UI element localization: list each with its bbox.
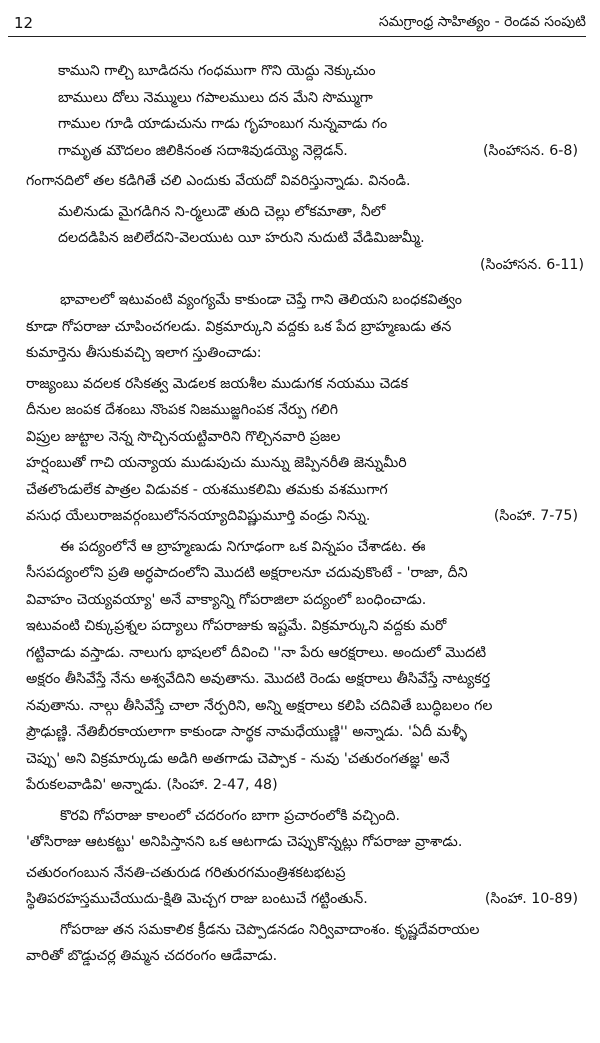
paragraph-line: వివాహం చెయ్యవయ్యా' అనే వాక్యాన్ని గోపరాజిలా పద్యంలో బంధించాడు. bbox=[26, 591, 427, 608]
verse-citation: (సింహాసన. 6-11) bbox=[479, 256, 584, 273]
verse-line: దలదడిపిన జలిలేదని-వెలయుట యీ హరుని నుదుటి వేడిమిజుమ్మీ. bbox=[58, 230, 425, 246]
verse-block-4 bbox=[26, 860, 584, 913]
paragraph-line: ఇటువంటి చిక్కుప్రశ్నల పద్యాలు గోపరాజుకు ఇష్టమే. విక్రమార్కుని వద్దకు మరో bbox=[26, 618, 447, 634]
verse-line-with-citation bbox=[26, 886, 584, 913]
verse-block-1 bbox=[26, 58, 584, 164]
verse-citation: (సింహా. 7-75) bbox=[493, 508, 578, 524]
paragraph-block-1 bbox=[26, 287, 584, 367]
paragraph-line: కుమార్తెను తీసుకువచ్చి ఇలాగ స్తుతించాడు: bbox=[26, 345, 262, 361]
paragraph-line: గట్టివాడు వస్తాడు. నాలుగు భాషలలో దీవించి ''నా పేరు ఆరక్షరాలు. అందులో మొదటి bbox=[26, 644, 487, 661]
paragraph-block-3 bbox=[26, 803, 584, 856]
verse-line: చతురంగంబున నేనతి-చతురుడ గరితురగమంత్రిశకటభటప్ర bbox=[26, 864, 346, 881]
paragraph-line: ప్రౌఢుణ్ణి. నేతిబీరకాయలాగా కాకుండా సార్థక నామధేయుణ్ణి'' అన్నాడు. 'ఏదీ మళ్ళీ bbox=[26, 724, 468, 740]
verse-citation: (సింహా. 10-89) bbox=[484, 891, 578, 907]
page-body bbox=[26, 58, 584, 970]
verse-line: రాజ్యంబు వదలక రసికత్వ మెడలక జయశీల ముడుగక నయము చెడక bbox=[26, 375, 409, 392]
verse-line: విప్రుల జుట్టాల నెన్న సొచ్చినయట్టివారిని గొల్చినవారి ప్రజల bbox=[26, 428, 341, 445]
paragraph-line: గోపరాజు తన సమకాలిక క్రీడను చెప్పొడనడం నిర్వివాదాంశం. కృష్ణదేవరాయల bbox=[60, 921, 480, 938]
verse-citation: (సింహాసన. 6-8) bbox=[483, 142, 578, 159]
verse-line: గాముల గూడి యాడుచును గాడు గృహంబుగ నున్నవాడు గం bbox=[58, 116, 388, 132]
verse-line: వసుధ యేలురాజవర్గంబులోననయ్యాదివిష్ణుమూర్తి వండ్రు నిన్ను. bbox=[26, 508, 371, 524]
verse-line: బాములు దోలు నెమ్ములు గపాలములు దన మేని సొమ్ముగా bbox=[58, 89, 373, 106]
page-number: 12 bbox=[14, 14, 34, 32]
paragraph-line: వారితో బొడ్డుచర్ల తిమ్మన చదరంగం ఆడేవాడు. bbox=[26, 948, 278, 964]
verse-line: చేతలొండులేక పాత్రల విడువక - యశముకలిమి తమకు వశముగాగ bbox=[26, 481, 388, 498]
paragraph-line: కొరవి గోపరాజు కాలంలో చదరంగం బాగా ప్రచారంలోకి వచ్చింది. bbox=[60, 807, 401, 824]
paragraph-line: పేరుకలవాడివి' అన్నాడు. (సింహా. 2-47, 48) bbox=[26, 777, 278, 793]
verse-block-2 bbox=[26, 199, 584, 279]
running-title: సమగ్రాంధ్ర సాహిత్యం - రెండవ సంపుటి bbox=[378, 14, 586, 30]
paragraph-line: నవుతాను. నాల్గు తీసివేస్తే చాలా నేర్పరిని, అన్ని అక్షరాలు కలిపి చదివితే బుద్ధిబలం గల bbox=[26, 697, 493, 714]
verse-line-with-citation bbox=[26, 503, 584, 530]
verse-line: గామృత మౌదలం జిలికినంత సదాశివుడయ్యె నెల్లెడన్. bbox=[58, 142, 348, 159]
paragraph-line: ఈ పద్యంలోనే ఆ బ్రాహ్మణుడు నిగూఢంగా ఒక విన్నపం చేశాడట. ఈ bbox=[60, 538, 426, 555]
paragraph-line: సీసపద్యంలోని ప్రతి అర్ధపాదంలోని మొదటి అక్షరాలనూ చదువుకొంటే - 'రాజా, దీని bbox=[26, 565, 468, 581]
verse-line: మలినుడు మైగడిగిన ని-ర్మలుడౌ తుది చెల్లు లోకమాతా, నీలో bbox=[58, 203, 386, 220]
page-header bbox=[8, 6, 586, 37]
paragraph-line: కూడా గోపరాజు చూపించగలడు. విక్రమార్కుని వద్దకు ఒక పేద బ్రాహ్మణుడు తన bbox=[26, 318, 452, 335]
paragraph-line: చెప్పు' అని విక్రమార్కుడు అడిగి అతగాడు చెప్పాక - నువు 'చతురంగతజ్ఞ' అనే bbox=[26, 750, 450, 767]
paragraph-line: గంగానదిలో తల కడిగితే చలి ఎందుకు వేయదో వివరిస్తున్నాడు. వినండి. bbox=[26, 173, 411, 189]
verse-line-with-citation bbox=[26, 138, 584, 165]
paragraph-line: 'తోసిరాజు ఆటకట్టు' అనిపిస్తానని ఒక ఆటగాడు చెప్పుకొన్నట్లు గోపరాజు వ్రాశాడు. bbox=[26, 834, 463, 850]
verse-line: దీనుల జంపక దేశంబు నొంపక నిజముజ్జగింపక నేర్పు గలిగి bbox=[26, 402, 338, 418]
verse-block-3 bbox=[26, 371, 584, 530]
paragraph-block-4 bbox=[26, 917, 584, 970]
paragraph-line: అక్షరం తీసివేస్తే నేను అశ్వవేదిని అవుతాను. మొదటి రెండు అక్షరాలు తీసివేస్తే నాట్యకర్త bbox=[26, 671, 491, 687]
verse-line: హర్షంబుతో గాచి యన్యాయ ముడుపుచు మున్ను జెప్పినరీతి జెన్నుమీరి bbox=[26, 455, 407, 471]
verse-line: కాముని గాల్చి బూడిదను గంధముగా గొని యెద్దు నెక్కుచుం bbox=[58, 63, 376, 79]
verse-line: స్థితిపరహస్తముచేయుదు-క్షితి మెచ్చగ రాజు బంటుచే గట్టింతున్. bbox=[26, 891, 368, 907]
paragraph-block-2 bbox=[26, 534, 584, 799]
paragraph-line: భావాలలో ఇటువంటి వ్యంగ్యమే కాకుండా చెప్తే గాని తెలియని బంధకవిత్వం bbox=[60, 292, 462, 308]
